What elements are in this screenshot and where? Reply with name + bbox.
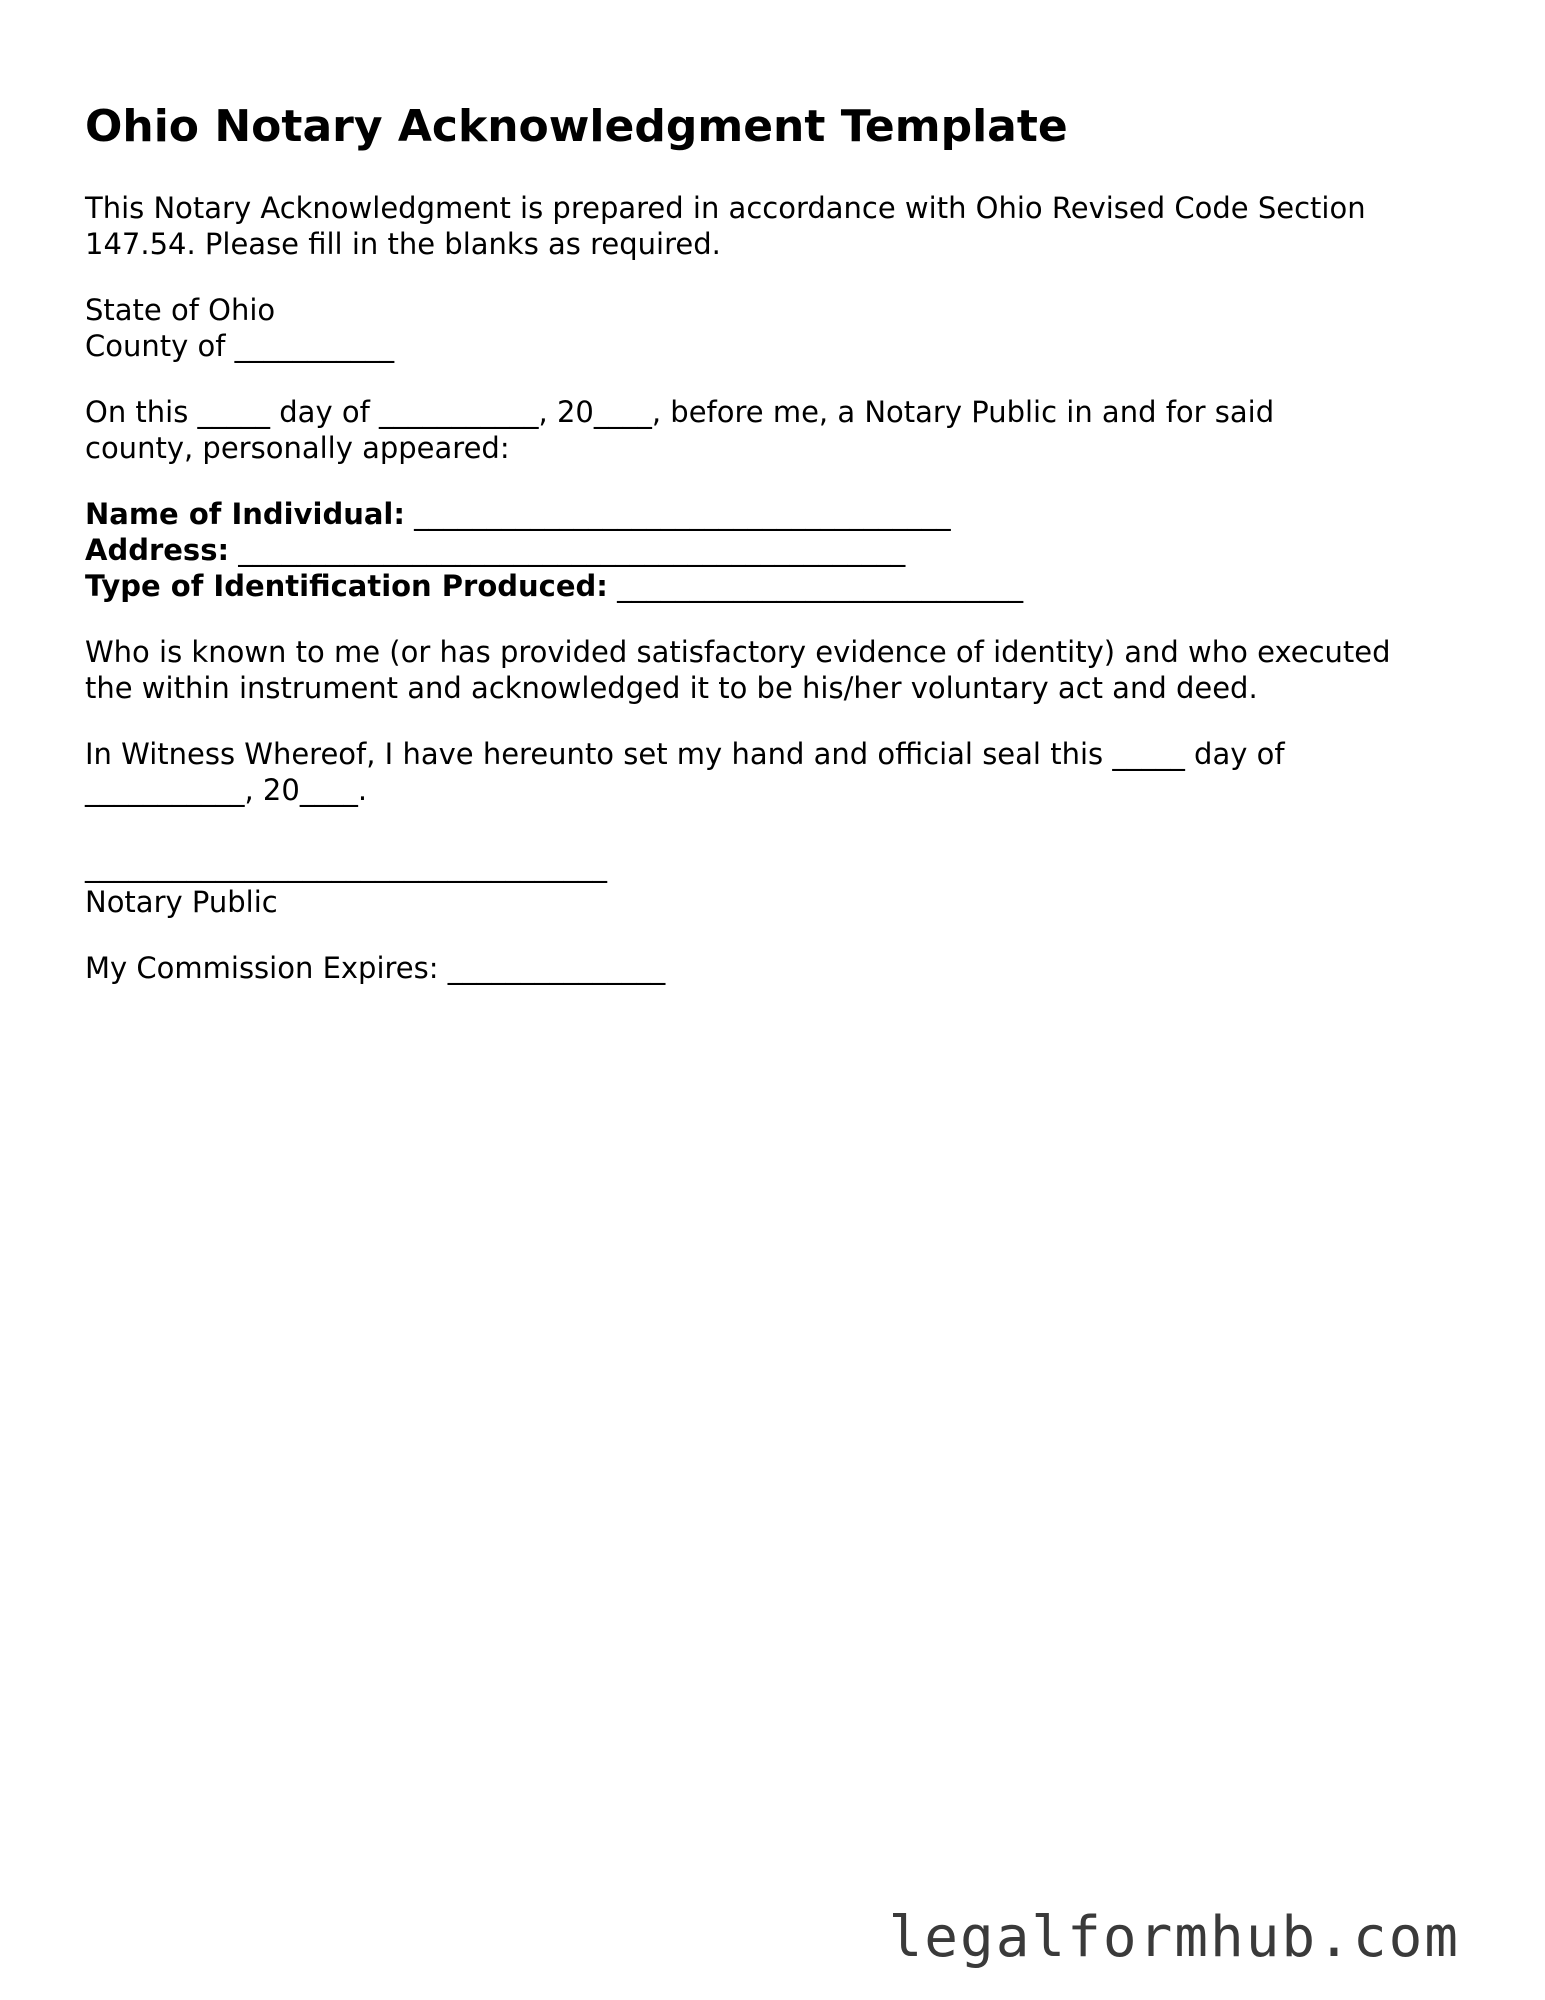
id-label: Type of Identification Produced: [85,569,608,603]
witness-line-2: ___________, 20____. [85,773,368,807]
statement-line-2: the within instrument and acknowledged it to be his/her voluntary act and deed. [85,671,1258,705]
signature-line: ____________________________________ [85,849,607,883]
watermark-logo: legalformhub.com [888,1905,1460,1970]
address-blank: ______________________________________________ [229,533,906,567]
signature-label: Notary Public [85,885,278,919]
appearance-line-2: county, personally appeared: [85,431,510,465]
id-field-row [85,568,1465,604]
witness-paragraph [85,736,1465,808]
state-line: State of Ohio [85,293,276,327]
county-line: County of ___________ [85,329,395,363]
id-blank: ____________________________ [607,569,1024,603]
venue-block [85,292,1465,364]
statement-paragraph [85,634,1465,706]
commission-block [85,950,1465,986]
witness-line-1: In Witness Whereof, I have hereunto set my hand and official seal this _____ day of [85,737,1285,771]
address-field-row [85,532,1465,568]
document-page [85,100,1465,1016]
statement-line-1: Who is known to me (or has provided satisfactory evidence of identity) and who executed [85,635,1391,669]
address-label: Address: [85,533,230,567]
intro-line-1: This Notary Acknowledgment is prepared in accordance with Ohio Revised Code Section [85,191,1366,225]
fields-block [85,496,1465,604]
intro-paragraph [85,190,1465,262]
signature-block [85,848,1465,920]
name-label: Name of Individual: [85,497,405,531]
appearance-paragraph [85,394,1465,466]
page-title: Ohio Notary Acknowledgment Template [85,101,1068,152]
intro-line-2: 147.54. Please fill in the blanks as required. [85,227,721,261]
appearance-line-1: On this _____ day of ___________, 20____, before me, a Notary Public in and for said [85,395,1275,429]
name-field-row [85,496,1465,532]
name-blank: _____________________________________ [404,497,951,531]
commission-line: My Commission Expires: _______________ [85,951,666,985]
